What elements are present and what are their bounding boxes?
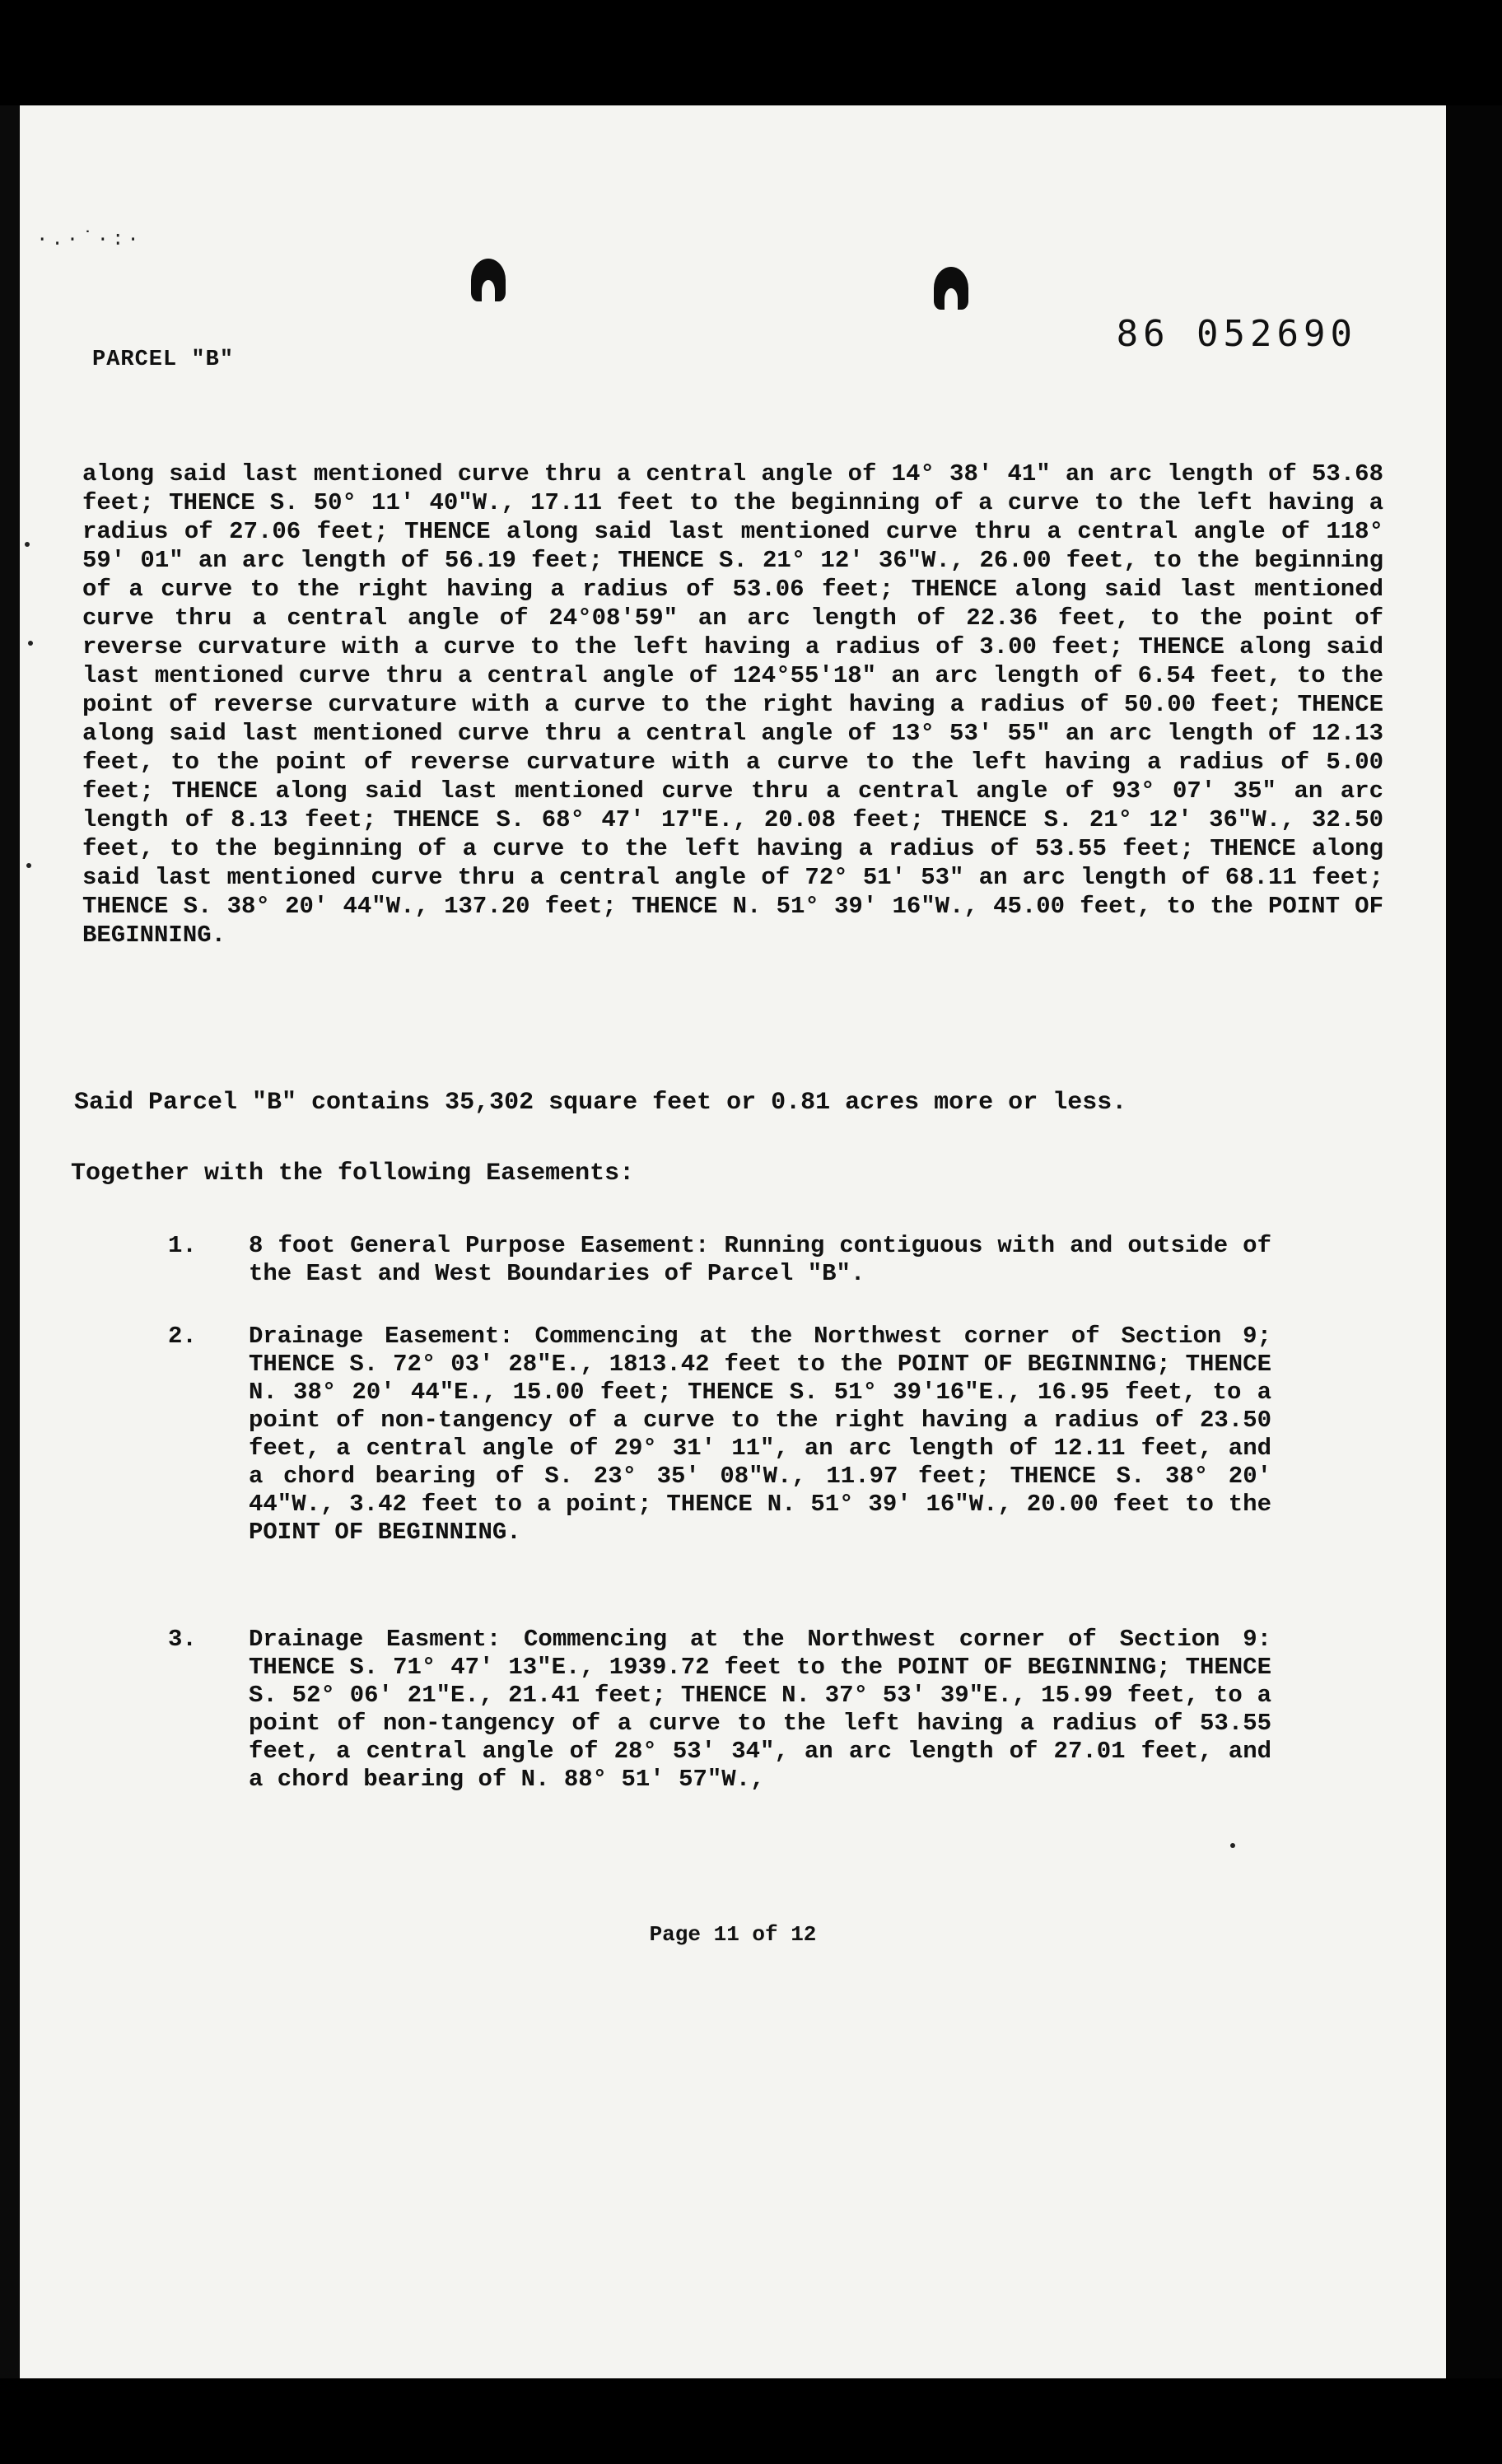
scan-border-top xyxy=(0,0,1502,105)
scan-border-left xyxy=(0,105,20,2464)
legal-description-paragraph: along said last mentioned curve thru a central angle of 14° 38' 41" an arc length of 53.68 feet; THENCE S. 50° 11' 40"W., 17.11 feet to the beginning of a curve to the left having a radius of 27.06 feet; THENCE along said last mentioned curve thru a central angle of 118° 59' 01" an arc length of 56.19 feet; THENCE S. 21° 12' 36"W., 26.00 feet, to the beginning of a curve to the right having a radius of 53.06 feet; THENCE along said last mentioned curve thru a central angle of 24°08'59" an arc length of 22.36 feet, to the point of reverse curvature with a curve to the left having a radius of 3.00 feet; THENCE along said last mentioned curve thru a central angle of 124°55'18" an arc length of 6.54 feet, to the point of reverse curvature with a curve to the right having a radius of 50.00 feet; THENCE along said last mentioned curve thru a central angle of 13° 53' 55" an arc length of 12.13 feet, to the point of reverse curvature with a curve to the left having a radius of 5.00 feet; THENCE along said last mentioned curve thru a central angle of 93° 07' 35" an arc length of 8.13 feet; THENCE S. 68° 47' 17"E., 20.08 feet; THENCE S. 21° 12' 36"W., 32.50 feet, to the beginning of a curve to the left having a radius of 53.55 feet; THENCE along said last mentioned curve thru a central angle of 72° 51' 53" an arc length of 68.11 feet; THENCE S. 38° 20' 44"W., 137.20 feet; THENCE N. 51° 39' 16"W., 45.00 feet, to the POINT OF BEGINNING. xyxy=(82,460,1383,949)
easement-number: 1. xyxy=(168,1232,197,1259)
parcel-area-statement: Said Parcel "B" contains 35,302 square feet or 0.81 acres more or less. xyxy=(74,1089,1127,1117)
easement-item xyxy=(168,1232,1271,1288)
scan-mark xyxy=(25,542,30,547)
easement-item xyxy=(168,1626,1271,1794)
easement-number: 3. xyxy=(168,1626,197,1653)
scan-mark xyxy=(28,641,33,646)
easement-text: 8 foot General Purpose Easement: Running contiguous with and outside of the East and West Boundaries of Parcel "B". xyxy=(249,1232,1271,1287)
scan-mark xyxy=(26,863,31,868)
parcel-heading: PARCEL "B" xyxy=(92,348,235,372)
punch-hole-left xyxy=(471,259,506,301)
easements-heading: Together with the following Easements: xyxy=(71,1160,635,1188)
document-page xyxy=(20,105,1446,2378)
easement-number: 2. xyxy=(168,1323,197,1350)
scan-mark xyxy=(1230,1843,1235,1848)
scan-border-right xyxy=(1446,105,1502,2464)
easement-text: Drainage Easement: Commencing at the Northwest corner of Section 9; THENCE S. 72° 03' 28"E., 1813.42 feet to the POINT OF BEGINNING; THENCE N. 38° 20' 44"E., 15.00 feet; THENCE S. 51° 39'16"E., 16.95 feet, to a point of non-tangency of a curve to the right having a radius of 23.50 feet, a central angle of 29° 31' 11", an arc length of 12.11 feet, and a chord bearing of S. 23° 35' 08"W., 11.97 feet; THENCE S. 38° 20' 44"W., 3.42 feet to a point; THENCE N. 51° 39' 16"W., 20.00 feet to the POINT OF BEGINNING. xyxy=(249,1323,1271,1546)
scan-specks: ·.·˙·:· xyxy=(36,229,142,251)
easement-item xyxy=(168,1323,1271,1547)
easement-text: Drainage Easment: Commencing at the Northwest corner of Section 9: THENCE S. 71° 47' 13"E., 1939.72 feet to the POINT OF BEGINNING; THENCE S. 52° 06' 21"E., 21.41 feet; THENCE N. 37° 53' 39"E., 15.99 feet, to a point of non-tangency of a curve to the left having a radius of 53.55 feet, a central angle of 28° 53' 34", an arc length of 27.01 feet, and a chord bearing of N. 88° 51' 57"W., xyxy=(249,1626,1271,1793)
punch-hole-right xyxy=(934,267,968,310)
page-number: Page 11 of 12 xyxy=(649,1922,817,1947)
document-number: 86 052690 xyxy=(1116,313,1357,355)
scan-border-bottom xyxy=(0,2378,1502,2464)
